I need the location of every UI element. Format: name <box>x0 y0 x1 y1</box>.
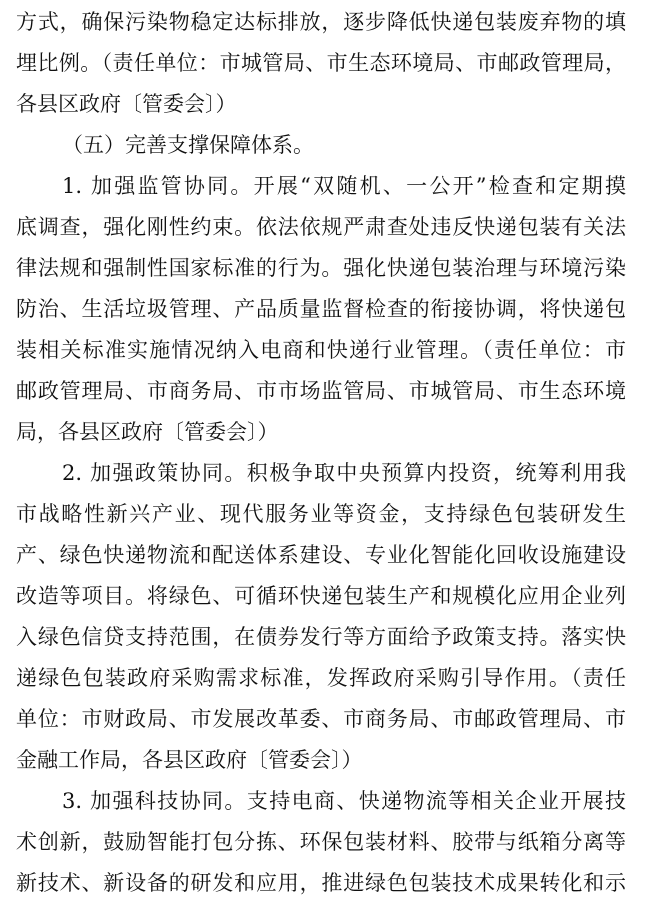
text-line: 局，各县区政府〔管委会〕） <box>16 420 279 444</box>
text-line: 产、绿色快递物流和配送体系建设、专业化智能化回收设施建设 <box>16 543 626 567</box>
text-line: 新技术、新设备的研发和应用，推进绿色包装技术成果转化和示 <box>16 871 626 895</box>
text-line: 方式，确保污染物稳定达标排放，逐步降低快递包装废弃物的填 <box>16 10 626 34</box>
text-line: 2. 加强政策协同。积极争取中央预算内投资，统筹利用我 <box>62 461 626 485</box>
text-line: 入绿色信贷支持范围，在债券发行等方面给予政策支持。落实快 <box>16 625 626 649</box>
text-line: 3. 加强科技协同。支持电商、快递物流等相关企业开展技 <box>62 789 626 813</box>
section-heading: （五）完善支撑保障体系。 <box>62 133 314 157</box>
text-line: 各县区政府〔管委会〕） <box>16 92 237 116</box>
text-line: 金融工作局，各县区政府〔管委会〕） <box>16 748 363 772</box>
text-line: 埋比例。（责任单位：市城管局、市生态环境局、市邮政管理局， <box>16 51 626 75</box>
text-line: 装相关标准实施情况纳入电商和快递行业管理。（责任单位：市 <box>16 338 626 362</box>
text-line: 邮政管理局、市商务局、市市场监管局、市城管局、市生态环境 <box>16 379 626 403</box>
text-line: 防治、生活垃圾管理、产品质量监督检查的衔接协调，将快递包 <box>16 297 626 321</box>
text-line: 术创新，鼓励智能打包分拣、环保包装材料、胶带与纸箱分离等 <box>16 830 626 854</box>
text-line: 律法规和强制性国家标准的行为。强化快递包装治理与环境污染 <box>16 256 626 280</box>
text-line: 1. 加强监管协同。开展“双随机、一公开”检查和定期摸 <box>62 174 626 198</box>
text-line: 改造等项目。将绿色、可循环快递包装生产和规模化应用企业列 <box>16 584 626 608</box>
text-line: 底调查，强化刚性约束。依法依规严肃查处违反快递包装有关法 <box>16 215 626 239</box>
text-line: 单位：市财政局、市发展改革委、市商务局、市邮政管理局、市 <box>16 707 626 731</box>
text-line: 递绿色包装政府采购需求标准，发挥政府采购引导作用。（责任 <box>16 666 626 690</box>
text-line: 市战略性新兴产业、现代服务业等资金，支持绿色包装研发生 <box>16 502 626 526</box>
